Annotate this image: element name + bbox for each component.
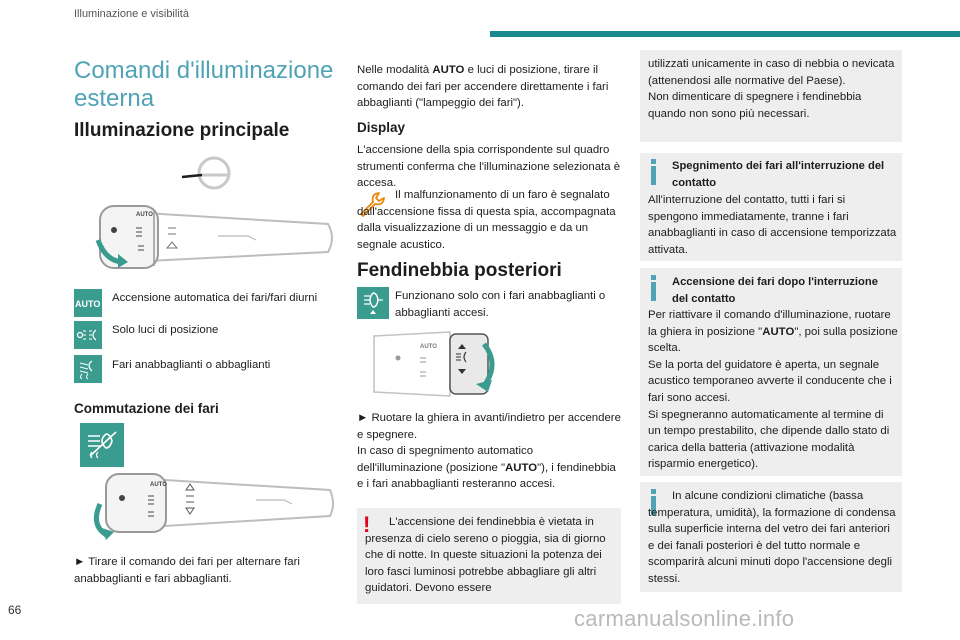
svg-text:AUTO: AUTO — [420, 344, 437, 350]
display-paragraph: L'accensione della spia corrispondente sul quadro strumenti conferma che l'illuminazione selezionata è accesa. — [357, 144, 621, 190]
info-box2-text-a: Per riattivare il comando d'illuminazione, ruotare la ghiera in posizione " — [648, 309, 891, 338]
rear-fog-icon — [357, 287, 389, 319]
running-header: Illuminazione e visibilità — [74, 8, 189, 20]
watermark: carmanualsonline.info — [574, 606, 795, 631]
info-box2-text-b: ", poi sulla posizione scelta. Se la porta del guidatore è aperta, un segnale acustico temporaneo avverte il conducente che i fari sono accesi. Si spegneranno automaticamente al termine di un tempo prestabilito, che dipende dallo stato di carica della batteria (attivazione modalità risparmio energetico). — [648, 325, 898, 471]
auto-off-text-b: "), i fendinebbia e i fari anabbaglianti resteranno accesi. — [357, 461, 616, 491]
intro-text-a: Nelle modalità — [357, 64, 433, 76]
position-lights-icon — [74, 321, 102, 349]
page-number: 66 — [8, 603, 22, 617]
heading-headlamp-switch: Commutazione dei fari — [74, 401, 219, 416]
legend-auto-text: Accensione automatica dei fari/fari diurni — [112, 292, 318, 304]
warning-icon: ! — [363, 512, 371, 537]
auto-icon — [74, 289, 102, 317]
fog-intro: Funzionano solo con i fari anabbaglianti o abbaglianti accesi. — [395, 290, 606, 319]
light-stalk-icon — [88, 200, 338, 275]
info-box1-text: All'interruzione del contatto, tutti i fari si spengono immediatamente, tranne i fari anabbaglianti in caso di accensione temporizzata attivata. — [648, 194, 897, 256]
auto-off-text-a: In caso di spegnimento automatico dell'illuminazione (posizione " — [357, 445, 534, 474]
steering-wheel-icon — [180, 155, 240, 195]
legend-beam-text: Fari anabbaglianti o abbaglianti — [112, 359, 271, 371]
heading-rear-fog: Fendinebbia posteriori — [357, 260, 562, 281]
header-accent-bar — [490, 31, 960, 37]
fog-stalk-icon — [370, 328, 510, 400]
intro-auto-bold: AUTO — [432, 64, 465, 76]
info-icon — [651, 275, 656, 280]
info-box1-title: Spegnimento dei fari all'interruzione del contatto — [672, 160, 885, 189]
info-box2-title: Accensione dei fari dopo l'interruzione del contatto — [672, 276, 878, 305]
auto-badge-label: AUTO — [75, 299, 101, 309]
info-icon — [651, 159, 656, 164]
warning-continued-text: utilizzati unicamente in caso di nebbia o nevicata (attenendosi alle normative del Paese). Non dimenticare di spegnere i fendinebbia quando non sono più necessari. — [648, 58, 895, 120]
rotate-instruction: ► Ruotare la ghiera in avanti/indietro per accendere e spegnere. — [357, 412, 621, 441]
stalk-auto-label: AUTO — [136, 212, 153, 218]
auto-off-paragraph — [357, 443, 621, 493]
auto-off-bold: AUTO — [505, 461, 538, 474]
info-icon-stem — [651, 282, 656, 301]
heading-display: Display — [357, 120, 406, 135]
heading-main-lighting: Illuminazione principale — [74, 120, 290, 141]
info-icon-stem — [651, 166, 656, 185]
info-box3-text: In alcune condizioni climatiche (bassa temperatura, umidità), la formazione di condensa sulla superficie interna del vetro dei fari anteriori e dei fanali posteriori è del tutto normale e scomparirà alcuni minuti dopo l'accensione degli stessi. — [648, 490, 896, 585]
info-box2-bold: AUTO — [762, 325, 795, 338]
info-box2-text — [648, 307, 898, 473]
warning-text: L'accensione dei fendinebbia è vietata in presenza di cielo sereno o pioggia, sia di giorno che di notte. In queste situazioni la potenza dei loro fasci luminosi potrebbe abbagliare gli altri guidatori. Devono essere — [365, 516, 606, 595]
fault-paragraph: Il malfunzionamento di un faro è segnalato dall'accensione fissa di questa spia, accompagnata dalla visualizzazione di un messaggio e da un segnale acustico. — [357, 189, 616, 251]
intro-text-b: e luci di posizione, tirare il comando dei fari per accendere direttamente i fari abbaglianti ("lampeggio dei fari"). — [357, 64, 609, 110]
switch-stalk-icon — [86, 470, 338, 540]
main-beam-icon — [80, 423, 124, 467]
intro-paragraph — [357, 62, 621, 112]
dipped-beam-icon — [74, 355, 102, 383]
legend-position-text: Solo luci di posizione — [112, 324, 219, 336]
page-title: Comandi d'illuminazione esterna — [74, 57, 334, 112]
switch-instruction: ► Tirare il comando dei fari per alternare fari anabbaglianti e fari abbaglianti. — [74, 556, 300, 585]
svg-text:AUTO: AUTO — [150, 482, 167, 488]
